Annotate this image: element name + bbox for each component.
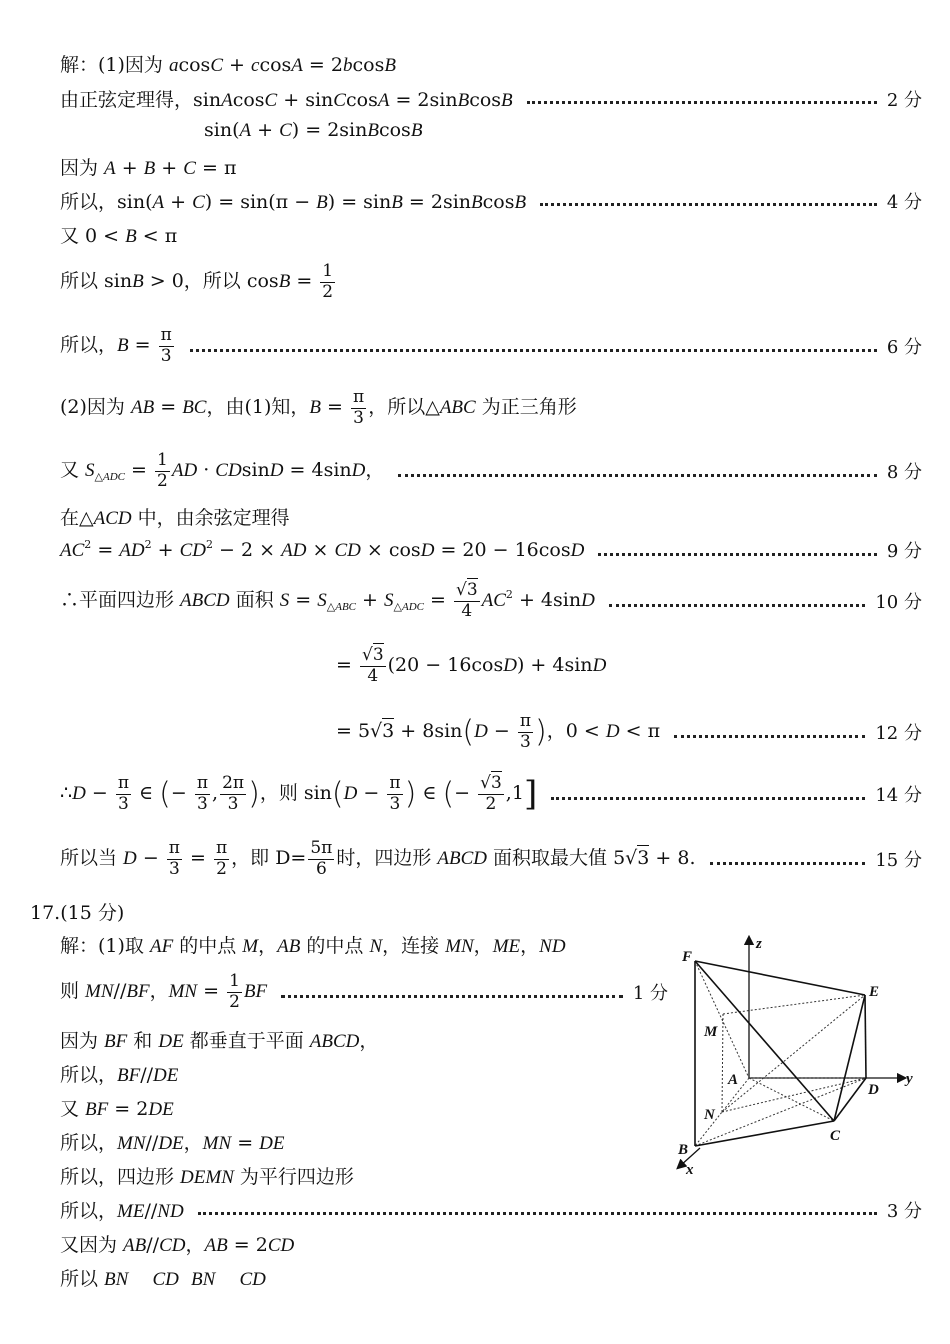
fraction: $\frac{5\pi}{6}$ xyxy=(310,838,333,879)
solution-text: 解：(1)取 AF 的中点 M，AB 的中点 N，连接 MN，ME，ND xyxy=(60,935,566,957)
solution-text: 因为 A + B + C = π xyxy=(60,157,237,179)
solution-line-14: = $\frac{√3}{4}$ (20 − 16cosD) + 4sinD xyxy=(336,645,607,686)
hidden-edges xyxy=(695,961,866,1146)
solution-text: 又 $S_{\triangle ADC}$ = $\frac{1}{2}$ AD · CDsinD = 4sinD， xyxy=(60,450,385,491)
score-label: 9 分 xyxy=(886,541,922,562)
fraction: $\frac{√3}{2}$ xyxy=(480,773,502,814)
p17-line-6 xyxy=(60,1128,668,1155)
fraction: $\frac{\pi}{3}$ xyxy=(168,838,180,879)
solution-line-4 xyxy=(60,153,922,180)
leader-dots xyxy=(710,862,866,865)
p17-line-10 xyxy=(60,1264,922,1291)
leader-dots xyxy=(674,735,865,738)
problem-17-header: 17.(15 分) xyxy=(30,902,125,924)
solution-text: = 5√3 + 8sin(D − $\frac{\pi}{3}$ )，0 < D < π xyxy=(336,711,661,752)
p17-line-5 xyxy=(60,1094,668,1121)
solution-text: 则 MN//BF，MN = $\frac{1}{2}$ BF xyxy=(60,971,268,1012)
leader-dots xyxy=(398,474,876,477)
solution-line-1 xyxy=(60,50,922,77)
score-label: 12 分 xyxy=(875,723,922,745)
score-label: 3 分 xyxy=(886,1200,922,1222)
solution-text: $AC^2 = AD^2 + CD^2 - 2$ × AD × CD × cosD = 20 − 16cosD xyxy=(60,538,585,561)
solution-text: (2)因为 AB = BC，由(1)知，B = $\frac{\pi}{3}$ ，所以△ABC 为正三角形 xyxy=(60,387,577,428)
label-y: y xyxy=(906,1071,913,1087)
p17-line-7 xyxy=(60,1162,668,1189)
score-label: 1 分 xyxy=(632,983,668,1005)
p17-line-3 xyxy=(60,1026,668,1053)
solution-text: ∴D − $\frac{\pi}{3}$ ∈ (− $\frac{\pi}{3}$ , $\frac{2\pi}{3}$ )，则 sin(D − $\frac{\pi}{3}$ ) ∈ (− $\frac{√3}{2}$ ,1] xyxy=(60,773,538,815)
fraction: $\frac{1}{2}$ xyxy=(157,450,168,491)
solution-line-10 xyxy=(60,451,922,491)
solution-text: 又因为 AB//CD，AB = 2CD xyxy=(60,1234,295,1256)
solution-line-6 xyxy=(60,221,922,248)
label-A: A xyxy=(728,1072,739,1088)
label-B: B xyxy=(678,1142,689,1158)
score-label: 14 分 xyxy=(875,785,922,807)
leader-dots xyxy=(281,995,623,998)
fraction: $\frac{\pi}{3}$ xyxy=(353,387,365,428)
score-label: 8 分 xyxy=(886,462,922,484)
solution-text: 所以，四边形 DEMN 为平行四边形 xyxy=(60,1166,354,1188)
label-x: x xyxy=(686,1162,694,1178)
solution-line-13 xyxy=(60,581,922,621)
solution-text: 由正弦定理得，sinAcosC + sinCcosA = 2sinBcosB xyxy=(60,89,513,111)
solution-line-17 xyxy=(60,839,922,879)
solution-text: 所以，B = $\frac{\pi}{3}$ xyxy=(60,325,172,366)
solution-line-9 xyxy=(60,388,922,428)
visible-edges xyxy=(695,961,866,1146)
fraction: $\frac{\pi}{3}$ xyxy=(160,325,172,366)
solution-line-3: sin(A + C) = 2sinBcosB xyxy=(204,119,423,141)
leader-dots xyxy=(527,101,877,104)
fraction: $\frac{\pi}{3}$ xyxy=(196,773,209,814)
solution-text: 所以，sin(A + C) = sin(π − B) = sinB = 2sinBcosB xyxy=(60,191,527,213)
solution-text: ∴平面四边形 ABCD 面积 $S = S_{\triangle ABC} + S_{\triangle ADC}$ = $\frac{√3}{4}$ $AC^2 + 4\sin D$ xyxy=(60,580,595,621)
fraction: $\frac{\pi}{3}$ xyxy=(117,773,130,814)
fraction: $\frac{1}{2}$ xyxy=(229,971,240,1012)
label-M: M xyxy=(704,1024,718,1040)
geometry-figure xyxy=(664,928,924,1178)
p17-line-8 xyxy=(60,1196,922,1223)
solution-text: 所以 BN CD BN CD xyxy=(60,1268,266,1290)
solution-line-11 xyxy=(60,503,922,530)
solution-text: 解：(1)因为 acosC + ccosA = 2bcosB xyxy=(60,54,396,76)
solution-text: 所以当 D − $\frac{\pi}{3}$ = $\frac{\pi}{2}$ ，即 D= $\frac{5\pi}{6}$ 时，四边形 ABCD 面积取最大值 5√3 + 8. xyxy=(60,838,696,879)
solution-line-7 xyxy=(60,262,922,302)
solution-line-16 xyxy=(60,774,922,814)
solution-text: 在△ACD 中，由余弦定理得 xyxy=(60,507,290,529)
solution-line-5 xyxy=(60,187,922,214)
score-label: 10 分 xyxy=(875,592,922,614)
score-label: 6 分 xyxy=(886,337,922,359)
solution-text: 又 0 < B < π xyxy=(60,225,178,247)
fraction: $\frac{\pi}{2}$ xyxy=(215,838,228,879)
leader-dots xyxy=(551,797,865,800)
score-label: 15 分 xyxy=(875,850,922,872)
leader-dots xyxy=(609,604,866,607)
fraction: $\frac{2\pi}{3}$ xyxy=(222,773,245,814)
solution-line-15 xyxy=(336,712,922,752)
p17-line-1 xyxy=(60,931,650,958)
leader-dots xyxy=(598,553,876,556)
leader-dots xyxy=(198,1212,877,1215)
solution-line-12 xyxy=(60,537,922,563)
fraction: $\frac{√3}{4}$ xyxy=(361,645,384,686)
label-z: z xyxy=(756,936,762,952)
solution-line-8 xyxy=(60,326,922,366)
solution-text: 所以 sinB > 0，所以 cosB = $\frac{1}{2}$ xyxy=(60,261,334,302)
score-label: 2 分 xyxy=(886,89,922,111)
solution-line-2 xyxy=(60,85,922,112)
score-label: 4 分 xyxy=(886,191,922,213)
label-C: C xyxy=(830,1128,841,1144)
fraction: $\frac{√3}{4}$ xyxy=(455,580,478,621)
label-N: N xyxy=(704,1107,715,1123)
fraction: $\frac{1}{2}$ xyxy=(322,261,334,302)
p17-line-9 xyxy=(60,1230,922,1257)
fraction: $\frac{\pi}{3}$ xyxy=(519,711,532,752)
label-E: E xyxy=(869,984,880,1000)
solution-text: 因为 BF 和 DE 都垂直于平面 ABCD， xyxy=(60,1030,379,1052)
solution-text: 所以，BF//DE xyxy=(60,1064,179,1086)
leader-dots xyxy=(190,349,877,352)
solution-text: 又 BF = 2DE xyxy=(60,1098,174,1120)
label-D: D xyxy=(868,1082,879,1098)
p17-line-2 xyxy=(60,972,668,1012)
p17-line-4 xyxy=(60,1060,668,1087)
solution-text: 所以，ME//ND xyxy=(60,1200,184,1222)
solution-text: 所以，MN//DE，MN = DE xyxy=(60,1132,285,1154)
leader-dots xyxy=(540,203,877,206)
label-F: F xyxy=(682,949,693,965)
fraction: $\frac{\pi}{3}$ xyxy=(389,773,401,814)
